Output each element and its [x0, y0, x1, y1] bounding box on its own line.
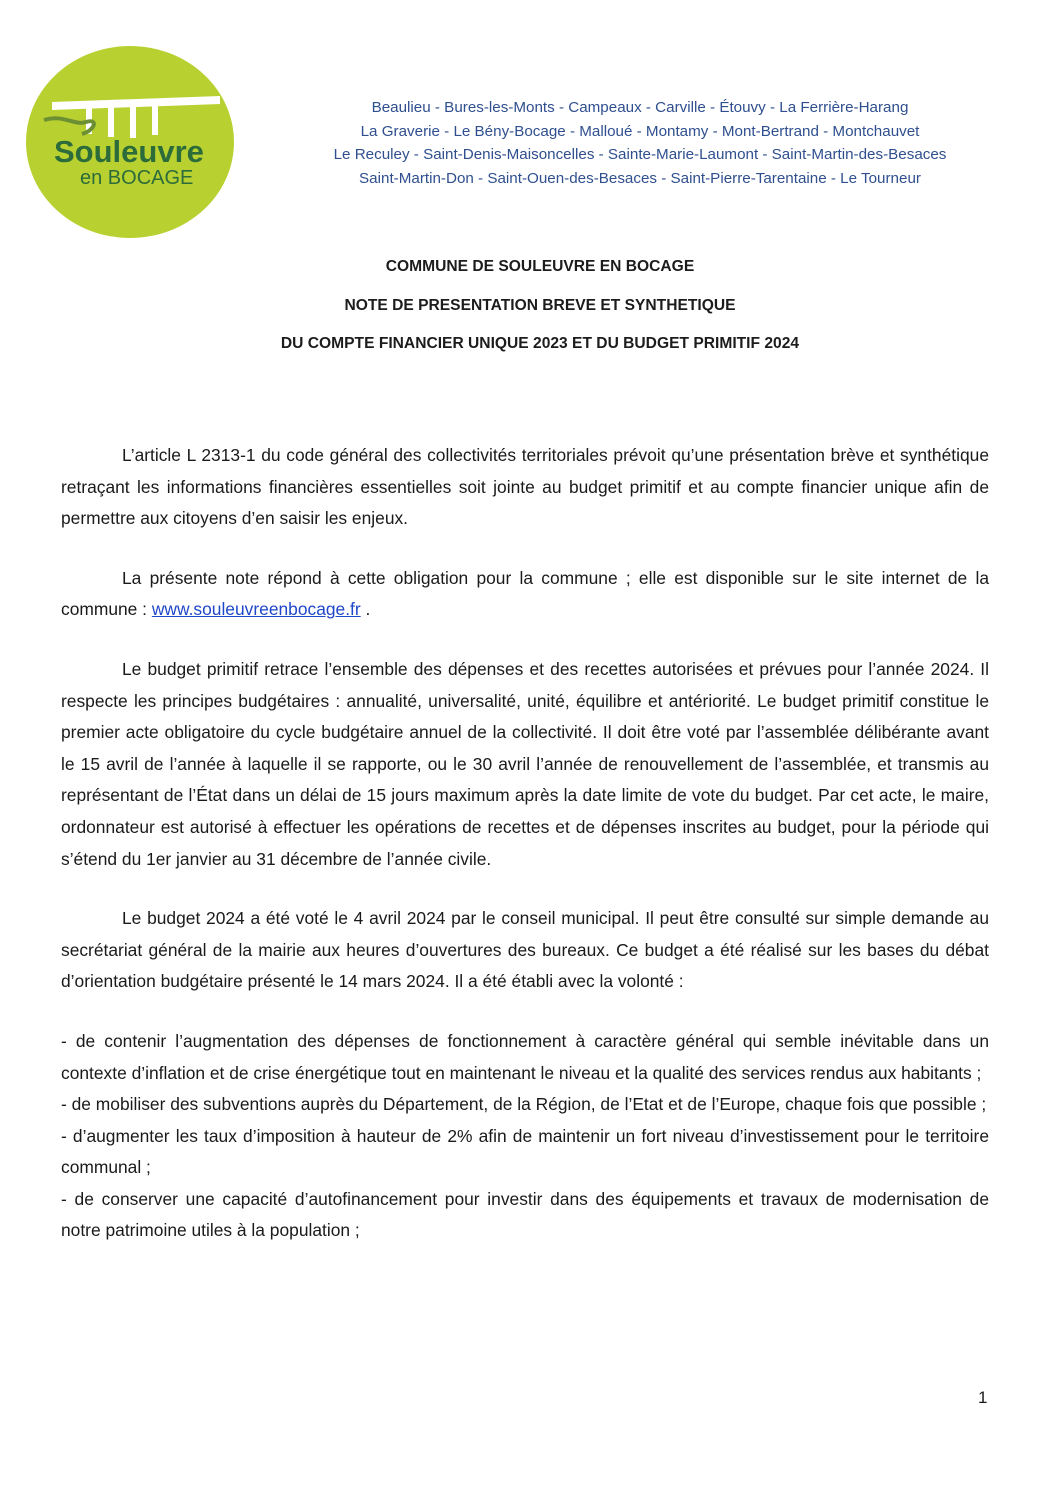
list-item: - d’augmenter les taux d’imposition à hauteur de 2% afin de maintenir un fort niveau d’investissement pour le territoire communal ; [61, 1125, 989, 1178]
paragraph-availability [61, 563, 989, 626]
list-item: - de mobiliser des subventions auprès du Département, de la Région, de l’Etat et de l’Europe, chaque fois que possible ; [61, 1094, 987, 1115]
communes-line: Beaulieu - Bures-les-Monts - Campeaux - Carville - Étouvy - La Ferrière-Harang [371, 99, 909, 116]
communes-line: Saint-Martin-Don - Saint-Ouen-des-Besaces - Saint-Pierre-Tarentaine - Le Tourneur [359, 169, 921, 187]
list-item: - de conserver une capacité d’autofinancement pour investir dans des équipements et travaux de modernisation de notre patrimoine utiles à la population ; [61, 1188, 989, 1241]
communes-line: La Graverie - Le Bény-Bocage - Malloué - Montamy - Mont-Bertrand - Montchauvet [360, 122, 920, 140]
title-line-2: NOTE DE PRESENTATION BREVE ET SYNTHETIQUE [344, 296, 736, 314]
souleuvre-logo [24, 44, 238, 240]
paragraph-budget-vote: Le budget 2024 a été voté le 4 avril 2024 par le conseil municipal. Il peut être consulté sur simple demande au secrétariat général de la mairie aux heures d’ouvertures des bureaux. Ce budget a été réalisé sur les bases du débat d’orientation budgétaire présenté le 14 mars 2024. Il a été établi avec la volonté : [61, 908, 989, 992]
title-line-3: DU COMPTE FINANCIER UNIQUE 2023 ET DU BUDGET PRIMITIF 2024 [280, 335, 800, 352]
objectives-list [61, 1026, 989, 1247]
communes-line: Le Reculey - Saint-Denis-Maisoncelles - Sainte-Marie-Laumont - Saint-Martin-des-Besaces [333, 146, 947, 164]
logo-line2: en BOCAGE [80, 167, 194, 189]
logo-line1: Souleuvre [54, 134, 204, 169]
document-body [61, 440, 989, 1247]
website-link[interactable]: www.souleuvreenbocage.fr [151, 599, 361, 620]
paragraph-legal-basis: L’article L 2313-1 du code général des collectivités territoriales prévoit qu’une présentation brève et synthétique retraçant les informations financières essentielles soit jointe au budget primitif et au compte financier unique afin de permettre aux citoyens d’en saisir les enjeux. [61, 445, 989, 529]
communes-list [290, 96, 990, 190]
availability-text: La présente note répond à cette obligation pour la commune ; elle est disponible sur le site internet de la commune : [61, 567, 989, 620]
list-item: - de contenir l’augmentation des dépenses de fonctionnement à caractère général qui semble inévitable dans un contexte d’inflation et de crise énergétique tout en maintenant le niveau et la qualité des services rendus aux habitants ; [61, 1030, 989, 1083]
availability-end: . [360, 599, 371, 620]
document-title [150, 254, 930, 370]
logo-graphic [24, 44, 238, 240]
paragraph-budget-definition: Le budget primitif retrace l’ensemble des dépenses et des recettes autorisées et prévues pour l’année 2024. Il respecte les principes budgétaires : annualité, universalité, unité, équilibre et antériorité. Le budget primitif constitue le premier acte obligatoire du cycle budgétaire annuel de la collectivité. Il doit être voté par l’assemblée délibérante avant le 15 avril de l’année à laquelle il se rapporte, ou le 30 avril l’année de renouvellement de l’assemblée, et transmis au représentant de l’État dans un délai de 15 jours maximum après la date limite de vote du budget. Par cet acte, le maire, ordonnateur est autorisé à effectuer les opérations de recettes et de dépenses inscrites au budget, pour la période qui s’étend du 1er janvier au 31 décembre de l’année civile. [61, 658, 989, 869]
title-line-1: COMMUNE DE SOULEUVRE EN BOCAGE [385, 258, 695, 275]
page-number: 1 [978, 1388, 988, 1407]
